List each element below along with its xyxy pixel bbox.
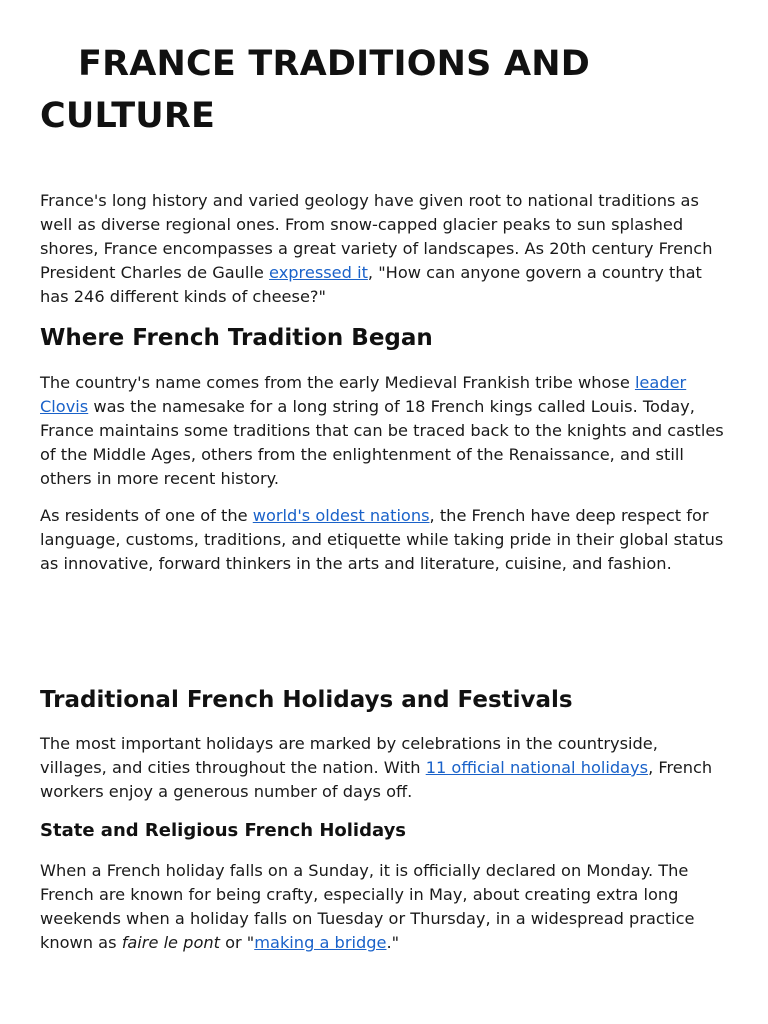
section2-p2-text-before: When a French holiday falls on a Sunday, it is officially declared on Monday. The French are known for being crafty, especially in May, about creating extra long weekends when a holiday falls on Tuesday or Thursday, in a widespread practice known as xyxy=(40,861,695,952)
section2-p1-text-before: The most important holidays are marked by celebrations in the countryside, villages, and cities throughout the nation. With xyxy=(40,734,658,777)
expressed-it-link[interactable]: expressed it xyxy=(269,263,368,282)
making-a-bridge-link[interactable]: making a bridge xyxy=(254,933,387,952)
section2-p2-text-middle: or " xyxy=(219,933,255,952)
intro-paragraph xyxy=(40,189,728,309)
section1-paragraph-2 xyxy=(40,504,728,576)
official-national-holidays-link[interactable]: 11 official national holidays xyxy=(425,758,649,777)
section1-p2-text-before: As residents of one of the xyxy=(40,506,253,525)
section2-paragraph-1 xyxy=(40,732,728,804)
worlds-oldest-nations-link[interactable]: world's oldest nations xyxy=(252,506,430,525)
section-heading-holidays-festivals: Traditional French Holidays and Festivals xyxy=(40,687,573,713)
section2-p2-text-after: ." xyxy=(386,933,400,952)
page-title-text: FRANCE TRADITIONS AND CULTURE xyxy=(40,44,590,136)
faire-le-pont-italic: faire le pont xyxy=(121,933,220,952)
section1-p1-text-after: was the namesake for a long string of 18 French kings called Louis. Today, France maintains some traditions that can be traced back to the knights and castles of the Middle Ages, others from the enlightenment of the Renaissance, and still others in more recent history. xyxy=(40,397,724,488)
page-title xyxy=(40,38,730,142)
intro-text-after: , "How can anyone govern a country that has 246 different kinds of cheese?" xyxy=(40,263,702,306)
section1-paragraph-1 xyxy=(40,371,728,491)
leader-clovis-link[interactable]: leader Clovis xyxy=(40,373,687,416)
section1-p2-text-after: , the French have deep respect for language, customs, traditions, and etiquette while taking pride in their global status as innovative, forward thinkers in the arts and literature, cuisine, and fashion. xyxy=(40,506,724,573)
section2-paragraph-2 xyxy=(40,859,728,955)
section1-p1-text-before: The country's name comes from the early Medieval Frankish tribe whose xyxy=(40,373,635,392)
section2-p1-text-after: , French workers enjoy a generous number of days off. xyxy=(40,758,713,801)
subheading-state-religious-holidays: State and Religious French Holidays xyxy=(40,820,407,841)
intro-text-before: France's long history and varied geology have given root to national traditions as well as diverse regional ones. From snow-capped glacier peaks to sun splashed shores, France encompasses a great variety of landscapes. As 20th century French President Charles de Gaulle xyxy=(40,191,713,282)
section-heading-where-tradition-began: Where French Tradition Began xyxy=(40,325,433,351)
